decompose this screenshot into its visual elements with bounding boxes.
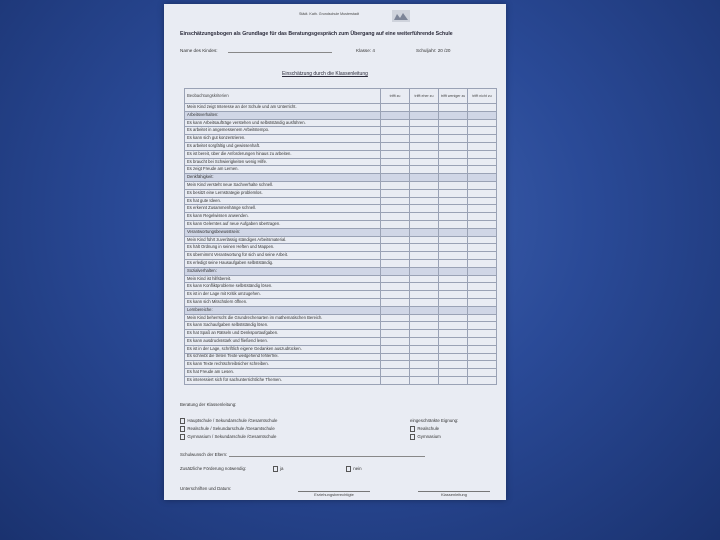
rating-cell[interactable] xyxy=(468,330,497,338)
rating-cell[interactable] xyxy=(410,166,439,174)
rating-cell[interactable] xyxy=(439,376,468,384)
rating-cell[interactable] xyxy=(468,166,497,174)
section-label: Lernbereiche: xyxy=(185,306,381,314)
rating-cell[interactable] xyxy=(381,142,410,150)
table-section-row xyxy=(185,228,497,236)
rating-cell xyxy=(381,174,410,182)
rating-cell[interactable] xyxy=(468,291,497,299)
rating-cell[interactable] xyxy=(410,369,439,377)
rating-cell[interactable] xyxy=(381,189,410,197)
rating-cell[interactable] xyxy=(381,236,410,244)
rating-cell[interactable] xyxy=(439,213,468,221)
criterion-text: Es arbeitet in angemessenem Arbeitstempo. xyxy=(185,127,381,135)
rating-cell[interactable] xyxy=(439,236,468,244)
option-label: Realschule xyxy=(417,426,440,431)
rating-cell[interactable] xyxy=(468,236,497,244)
rating-cell[interactable] xyxy=(381,197,410,205)
rating-cell[interactable] xyxy=(439,150,468,158)
rating-cell[interactable] xyxy=(468,283,497,291)
parent-signature-label: Erziehungsberechtigte xyxy=(314,492,354,497)
rating-cell[interactable] xyxy=(439,158,468,166)
rating-cell[interactable] xyxy=(468,298,497,306)
rating-cell[interactable] xyxy=(439,220,468,228)
rating-cell[interactable] xyxy=(439,119,468,127)
criterion-text: Mein Kind beherrscht die Grundrechenarten im mathematischen Bereich. xyxy=(185,314,381,322)
option-label: Hauptschule / Sekundarschule /Gesamtschule xyxy=(187,418,278,423)
table-row xyxy=(185,376,497,384)
option-row xyxy=(180,426,275,432)
rating-cell[interactable] xyxy=(410,135,439,143)
section-label: Sozialverhalten: xyxy=(185,267,381,275)
table-row xyxy=(185,275,497,283)
rating-cell[interactable] xyxy=(381,158,410,166)
rating-cell[interactable] xyxy=(468,119,497,127)
rating-cell[interactable] xyxy=(468,135,497,143)
rating-cell[interactable] xyxy=(410,104,439,112)
rating-cell[interactable] xyxy=(410,127,439,135)
rating-cell[interactable] xyxy=(381,127,410,135)
criterion-text: Es kann Texte rechtschreibsicher schreiben. xyxy=(185,361,381,369)
table-row xyxy=(185,158,497,166)
rating-cell[interactable] xyxy=(468,376,497,384)
rating-cell[interactable] xyxy=(381,220,410,228)
rating-cell xyxy=(439,174,468,182)
rating-cell xyxy=(381,228,410,236)
rating-cell xyxy=(381,267,410,275)
rating-cell[interactable] xyxy=(381,150,410,158)
criterion-text: Es übernimmt Verantwortung für sich und seine Arbeit. xyxy=(185,252,381,260)
rating-cell[interactable] xyxy=(410,259,439,267)
table-row xyxy=(185,330,497,338)
table-row xyxy=(185,213,497,221)
rating-cell[interactable] xyxy=(439,330,468,338)
rating-cell[interactable] xyxy=(468,181,497,189)
rating-cell xyxy=(410,306,439,314)
rating-cell[interactable] xyxy=(381,135,410,143)
criterion-text: Es ist in der Lage mit Kritik umzugehen. xyxy=(185,291,381,299)
rating-cell[interactable] xyxy=(381,181,410,189)
criterion-text: Es hat gute Ideen. xyxy=(185,197,381,205)
restricted-heading: eingeschränkte Eignung: xyxy=(410,418,459,423)
rating-cell[interactable] xyxy=(381,205,410,213)
rating-cell[interactable] xyxy=(381,369,410,377)
criterion-text: Es kann Sachaufgaben selbstständig lösen. xyxy=(185,322,381,330)
table-section-row xyxy=(185,111,497,119)
table-row xyxy=(185,104,497,112)
rating-cell[interactable] xyxy=(410,314,439,322)
rating-cell xyxy=(468,267,497,275)
rating-cell[interactable] xyxy=(381,353,410,361)
column-header: trifft eher zu xyxy=(410,89,439,104)
rating-cell[interactable] xyxy=(381,298,410,306)
criterion-text: Es erledigt seine Hausaufgaben selbstständig. xyxy=(185,259,381,267)
rating-cell[interactable] xyxy=(410,244,439,252)
rating-cell[interactable] xyxy=(439,205,468,213)
document-title: Einschätzungsbogen als Grundlage für das Beratungsgespräch zum Übergang auf eine weiterführende Schule xyxy=(180,31,453,37)
rating-cell[interactable] xyxy=(410,291,439,299)
rating-cell[interactable] xyxy=(468,205,497,213)
rating-cell[interactable] xyxy=(439,369,468,377)
rating-cell[interactable] xyxy=(468,275,497,283)
rating-cell[interactable] xyxy=(410,189,439,197)
rating-cell[interactable] xyxy=(468,337,497,345)
rating-cell[interactable] xyxy=(468,259,497,267)
rating-cell[interactable] xyxy=(410,205,439,213)
rating-cell xyxy=(381,306,410,314)
section-label: Arbeitsverhalten: xyxy=(185,111,381,119)
rating-cell[interactable] xyxy=(439,361,468,369)
rating-cell[interactable] xyxy=(410,150,439,158)
rating-cell[interactable] xyxy=(439,298,468,306)
table-row xyxy=(185,283,497,291)
table-row xyxy=(185,205,497,213)
rating-cell[interactable] xyxy=(381,322,410,330)
rating-cell[interactable] xyxy=(381,119,410,127)
option-row xyxy=(180,434,276,440)
rating-cell xyxy=(410,267,439,275)
support-row xyxy=(180,466,362,472)
table-row xyxy=(185,353,497,361)
table-row xyxy=(185,220,497,228)
rating-cell[interactable] xyxy=(468,213,497,221)
table-row xyxy=(185,298,497,306)
rating-cell[interactable] xyxy=(410,197,439,205)
option-row xyxy=(180,418,277,424)
rating-cell[interactable] xyxy=(381,376,410,384)
rating-cell[interactable] xyxy=(439,322,468,330)
rating-cell[interactable] xyxy=(381,166,410,174)
rating-cell xyxy=(381,111,410,119)
section-title: Einschätzung durch die Klassenleitung xyxy=(282,71,368,77)
criterion-text: Es ist in der Lage, schriftlich eigene Gedanken auszudrücken. xyxy=(185,345,381,353)
column-header: trifft nicht zu xyxy=(468,89,497,104)
table-section-row xyxy=(185,306,497,314)
rating-cell[interactable] xyxy=(468,369,497,377)
rating-cell xyxy=(439,306,468,314)
rating-cell xyxy=(410,174,439,182)
rating-cell[interactable] xyxy=(410,158,439,166)
school-header: Städt. Kath. Grundschule Musterstadt xyxy=(299,12,359,16)
rating-cell[interactable] xyxy=(439,181,468,189)
rating-cell[interactable] xyxy=(439,337,468,345)
rating-cell[interactable] xyxy=(381,283,410,291)
rating-cell xyxy=(410,111,439,119)
criterion-text: Mein Kind führt zuverlässig ständiges Arbeitsmaterial. xyxy=(185,236,381,244)
school-logo-icon xyxy=(392,10,410,22)
table-row xyxy=(185,259,497,267)
rating-cell[interactable] xyxy=(439,189,468,197)
criterion-text: Es kann sich Mitschülern öffnen. xyxy=(185,298,381,306)
criterion-text: Es arbeitet sorgfältig und gewissenhaft. xyxy=(185,142,381,150)
assessment-table xyxy=(184,88,497,385)
rating-cell[interactable] xyxy=(410,119,439,127)
rating-cell[interactable] xyxy=(381,314,410,322)
rating-cell[interactable] xyxy=(439,166,468,174)
criterion-text: Es interessiert sich für sachunterrichtliche Themen. xyxy=(185,376,381,384)
rating-cell[interactable] xyxy=(410,298,439,306)
section-label: Verantwortungsbewusstsein: xyxy=(185,228,381,236)
wish-line[interactable] xyxy=(229,452,425,457)
criterion-text: Es braucht bei Schwierigkeiten wenig Hilfe. xyxy=(185,158,381,166)
rating-cell xyxy=(468,306,497,314)
rating-cell[interactable] xyxy=(381,244,410,252)
criterion-text: Es kann Arbeitsaufträge verstehen und selbstständig ausführen. xyxy=(185,119,381,127)
rating-cell[interactable] xyxy=(468,353,497,361)
table-row xyxy=(185,135,497,143)
rating-cell[interactable] xyxy=(410,275,439,283)
rating-cell[interactable] xyxy=(439,291,468,299)
criterion-text: Es kann sich gut konzentrieren. xyxy=(185,135,381,143)
criterion-text: Es kann Regelwissen anwenden. xyxy=(185,213,381,221)
rating-cell[interactable] xyxy=(410,181,439,189)
rating-cell[interactable] xyxy=(439,345,468,353)
rating-cell[interactable] xyxy=(439,283,468,291)
rating-cell[interactable] xyxy=(439,353,468,361)
rating-cell[interactable] xyxy=(410,142,439,150)
rating-cell[interactable] xyxy=(410,345,439,353)
rating-cell xyxy=(439,228,468,236)
rating-cell[interactable] xyxy=(439,252,468,260)
criterion-text: Es kann Konfliktprobleme selbstständig lösen. xyxy=(185,283,381,291)
rating-cell[interactable] xyxy=(381,337,410,345)
school-year-label: Schuljahr: 20 /20 xyxy=(416,48,451,53)
rating-cell[interactable] xyxy=(468,150,497,158)
table-row xyxy=(185,244,497,252)
criterion-text: Es kann ausdrucksstark und fließend lesen. xyxy=(185,337,381,345)
table-row xyxy=(185,166,497,174)
rating-cell[interactable] xyxy=(468,189,497,197)
rating-cell[interactable] xyxy=(468,361,497,369)
rating-cell[interactable] xyxy=(439,142,468,150)
rating-cell[interactable] xyxy=(439,314,468,322)
criterion-text: Mein Kind versteht neue Sachverhalte schnell. xyxy=(185,181,381,189)
column-header: trifft zu xyxy=(381,89,410,104)
column-header: Beobachtungskriterien xyxy=(185,89,381,104)
place-date-label: Unterschriften und Datum: xyxy=(180,486,232,491)
table-row xyxy=(185,314,497,322)
rating-cell[interactable] xyxy=(468,314,497,322)
rating-cell[interactable] xyxy=(381,213,410,221)
rating-cell[interactable] xyxy=(410,322,439,330)
rating-cell[interactable] xyxy=(381,259,410,267)
rating-cell[interactable] xyxy=(410,361,439,369)
table-row xyxy=(185,361,497,369)
rating-cell[interactable] xyxy=(410,353,439,361)
rating-cell[interactable] xyxy=(468,127,497,135)
rating-cell[interactable] xyxy=(381,275,410,283)
rating-cell[interactable] xyxy=(410,220,439,228)
rating-cell xyxy=(410,228,439,236)
support-label: Zusätzliche Förderung notwendig: xyxy=(180,466,247,471)
rating-cell[interactable] xyxy=(439,127,468,135)
option-label: Gymnasium xyxy=(417,434,441,439)
criterion-text: Es ist bereit, über die Anforderungen hinaus zu arbeiten. xyxy=(185,150,381,158)
criterion-text: Es erkennt Zusammenhänge schnell. xyxy=(185,205,381,213)
rating-cell[interactable] xyxy=(439,275,468,283)
table-row xyxy=(185,189,497,197)
checkbox[interactable] xyxy=(180,426,185,431)
table-row xyxy=(185,322,497,330)
rating-cell xyxy=(468,174,497,182)
checkbox[interactable] xyxy=(410,426,415,431)
rating-cell xyxy=(439,267,468,275)
table-row xyxy=(185,236,497,244)
section-label: Denkfähigkeit: xyxy=(185,174,381,182)
wish-row xyxy=(180,452,425,457)
name-label: Name des Kindes: xyxy=(180,48,218,53)
rating-cell xyxy=(468,111,497,119)
yes-label: ja xyxy=(280,466,284,471)
column-header: trifft weniger zu xyxy=(439,89,468,104)
table-row xyxy=(185,291,497,299)
rating-cell[interactable] xyxy=(468,104,497,112)
table-row xyxy=(185,181,497,189)
rating-cell xyxy=(439,111,468,119)
rating-cell[interactable] xyxy=(381,252,410,260)
checkbox[interactable] xyxy=(180,434,185,439)
criterion-text: Es hat Spaß an Rätseln und Denksportaufgaben. xyxy=(185,330,381,338)
teacher-signature-label: Klassenleitung xyxy=(440,492,468,497)
rating-cell[interactable] xyxy=(439,259,468,267)
rating-cell[interactable] xyxy=(468,220,497,228)
option-row xyxy=(410,426,439,432)
criterion-text: Mein Kind zeigt Interesse an der Schule und am Unterricht. xyxy=(185,104,381,112)
criterion-text: Es zeigt Freude am Lernen. xyxy=(185,166,381,174)
rating-cell[interactable] xyxy=(468,322,497,330)
rating-cell[interactable] xyxy=(381,345,410,353)
rating-cell[interactable] xyxy=(468,142,497,150)
table-section-row xyxy=(185,267,497,275)
criterion-text: Es kann Gelerntes auf neue Aufgaben übertragen. xyxy=(185,220,381,228)
rating-cell[interactable] xyxy=(468,158,497,166)
criterion-text: Es schreibt die treten Texte weitgehend fehlerfrei. xyxy=(185,353,381,361)
table-row xyxy=(185,369,497,377)
table-row xyxy=(185,119,497,127)
rating-cell[interactable] xyxy=(439,244,468,252)
rating-cell[interactable] xyxy=(410,376,439,384)
rating-cell[interactable] xyxy=(468,252,497,260)
document-page xyxy=(164,4,506,500)
rating-cell[interactable] xyxy=(439,104,468,112)
rating-cell[interactable] xyxy=(439,197,468,205)
rating-cell[interactable] xyxy=(468,244,497,252)
option-label: Gymnasium / Sekundarschule /Gesamtschule xyxy=(187,434,277,439)
rating-cell[interactable] xyxy=(439,135,468,143)
table-header-row xyxy=(185,89,497,104)
checkbox[interactable] xyxy=(410,434,415,439)
criterion-text: Es hält Ordnung in seinen Heften und Mappen. xyxy=(185,244,381,252)
table-row xyxy=(185,150,497,158)
table-row xyxy=(185,127,497,135)
no-checkbox[interactable] xyxy=(346,466,351,471)
rating-cell[interactable] xyxy=(468,197,497,205)
yes-checkbox[interactable] xyxy=(273,466,278,471)
rating-cell[interactable] xyxy=(410,252,439,260)
rating-cell[interactable] xyxy=(410,337,439,345)
recommendation-heading: Beratung der Klassenleitung: xyxy=(180,402,237,407)
option-row xyxy=(410,434,441,440)
rating-cell[interactable] xyxy=(381,104,410,112)
table-row xyxy=(185,197,497,205)
rating-cell xyxy=(468,228,497,236)
rating-cell[interactable] xyxy=(410,236,439,244)
rating-cell[interactable] xyxy=(468,345,497,353)
rating-cell[interactable] xyxy=(410,213,439,221)
table-row xyxy=(185,142,497,150)
rating-cell[interactable] xyxy=(381,291,410,299)
no-label: nein xyxy=(353,466,362,471)
rating-cell[interactable] xyxy=(410,283,439,291)
criterion-text: Mein Kind ist hilfsbereit. xyxy=(185,275,381,283)
table-row xyxy=(185,345,497,353)
wish-label: Schulwunsch der Eltern: xyxy=(180,452,228,457)
table-row xyxy=(185,252,497,260)
class-label: Klasse: 4 xyxy=(356,48,375,53)
rating-cell[interactable] xyxy=(381,361,410,369)
rating-cell[interactable] xyxy=(381,330,410,338)
checkbox[interactable] xyxy=(180,418,185,423)
table-row xyxy=(185,337,497,345)
criterion-text: Es hat Freude am Lesen. xyxy=(185,369,381,377)
option-label: Realschule / Sekundarschule /Gesamtschule xyxy=(187,426,275,431)
table-section-row xyxy=(185,174,497,182)
criterion-text: Es besitzt eine Lernstrategie problemlos. xyxy=(185,189,381,197)
rating-cell[interactable] xyxy=(410,330,439,338)
